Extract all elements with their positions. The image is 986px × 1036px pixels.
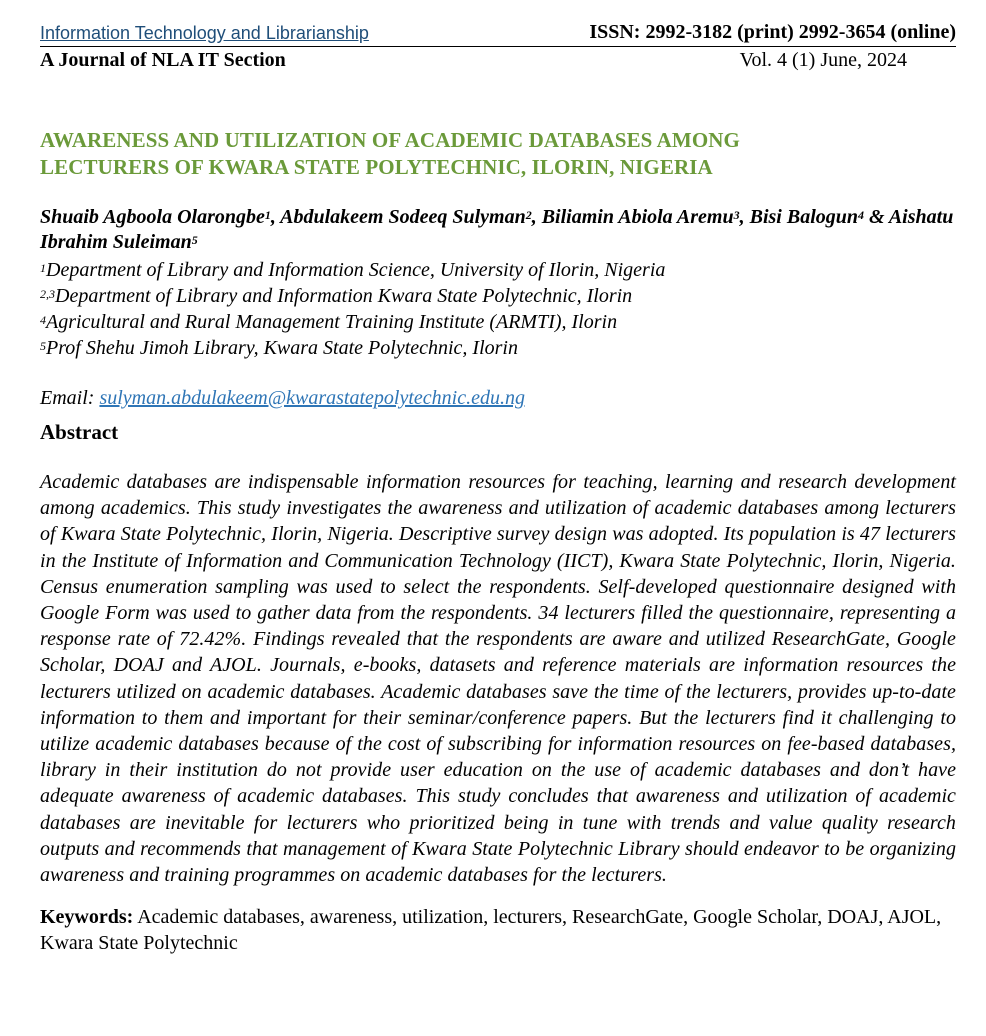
affiliation: $^5$Prof Shehu Jimoh Library, Kwara State Polytechnic, Ilorin [40, 337, 518, 359]
keywords-text: Academic databases, awareness, utilization, lecturers, ResearchGate, Google Scholar, DOAJ, AJOL, Kwara State Polytechnic [40, 906, 942, 955]
author: Aishatu Ibrahim Suleiman$^5$ [40, 206, 954, 253]
volume-info: Vol. 4 (1) June, 2024 [739, 49, 907, 71]
author: Biliamin Abiola Aremu$^3$ [541, 206, 740, 228]
title-line-1: AWARENESS AND UTILIZATION OF ACADEMIC DATABASES AMONG [40, 128, 740, 152]
author-list: Shuaib Agboola Olarongbe$^1$, Abdulakeem Sodeeq Sulyman$^2$, Biliamin Abiola Aremu$^3$, Bisi Balogun$^4$ & Aishatu Ibrahim Suleiman$^5$ [40, 206, 954, 253]
email-label: Email: [40, 387, 100, 409]
affiliation: $^4$Agricultural and Rural Management Training Institute (ARMTI), Ilorin [40, 311, 618, 333]
title-line-2: LECTURERS OF KWARA STATE POLYTECHNIC, ILORIN, NIGERIA [40, 155, 713, 179]
affiliation: $^1$Department of Library and Information Science, University of Ilorin, Nigeria [40, 259, 666, 281]
author: Shuaib Agboola Olarongbe$^1$ [40, 206, 271, 228]
keywords-label: Keywords: [40, 906, 134, 929]
email-line [40, 385, 956, 411]
author: Bisi Balogun$^4$ [749, 206, 865, 228]
paper-page [40, 14, 956, 956]
abstract-heading: Abstract [40, 420, 119, 444]
abstract-text: Academic databases are indispensable information resources for teaching, learning and research development among academics. This study investigates the awareness and utilization of academic databases among lecturers of Kwara State Polytechnic, Ilorin, Nigeria. Descriptive survey design was adopted. Its population is 47 lecturers in the Institute of Information and Communication Technology (IICT), Kwara State Polytechnic, Ilorin, Nigeria. Census enumeration sampling was used to select the respondents. Self-developed questionnaire designed with Google Form was used to gather data from the respondents. 34 lecturers filled the questionnaire, representing a response rate of 72.42%. Findings revealed that the respondents are aware and utilized ResearchGate, Google Scholar, DOAJ and AJOL. Journals, e-books, datasets and reference materials are information resources the lecturers utilized on academic databases. Academic databases save the time of the lecturers, provides up-to-date information to them and important for their seminar/conference papers. But the lecturers find it challenging to utilize academic databases because of the cost of subscribing for information resources on fee-based databases, library in their institution do not provide user education on the use of academic databases and don’t have adequate awareness of academic databases. This study concludes that awareness and utilization of academic databases are inevitable for lecturers who prioritized being in tune with trends and value quality research outputs and recommends that management of Kwara State Polytechnic Library should endeavor to be organizing awareness and training programmes on academic databases for the lecturers. [40, 471, 956, 887]
email-link[interactable]: sulyman.abdulakeem@kwarastatepolytechnic.edu.ng [99, 387, 525, 409]
issn-label: ISSN: 2992-3182 (print) 2992-3654 (online) [589, 21, 956, 43]
author: Abdulakeem Sodeeq Sulyman$^2$ [280, 206, 532, 228]
affiliation: $^{2,3}$Department of Library and Information Kwara State Polytechnic, Ilorin [40, 285, 633, 307]
keywords [40, 904, 956, 956]
journal-name-link[interactable]: Information Technology and Librarianship [40, 23, 369, 43]
paper-title [40, 127, 956, 181]
journal-subtitle: A Journal of NLA IT Section [40, 49, 286, 71]
affiliation-list [40, 257, 956, 361]
journal-header [40, 14, 956, 47]
journal-subheader [40, 49, 956, 72]
